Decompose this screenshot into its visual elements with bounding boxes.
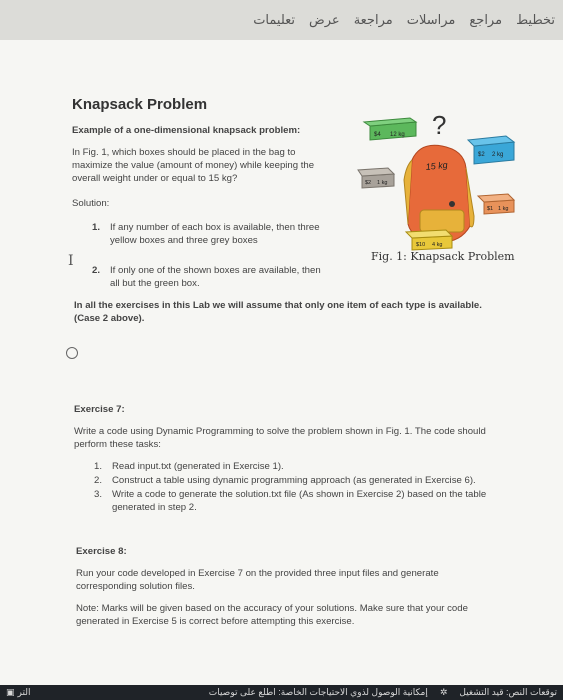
blue-box-icon [468, 136, 514, 164]
text-predictions-status[interactable]: توقعات النص: قيد التشغيل [459, 687, 557, 697]
page-title: Knapsack Problem [72, 96, 208, 113]
solution-line: all but the green box. [110, 278, 200, 289]
task-number: 3. [94, 489, 103, 500]
blue-box-weight: 2 kg [492, 152, 504, 158]
task-line: generated in step 2. [112, 502, 197, 513]
question-mark: ? [432, 110, 447, 140]
solution-line: If any number of each box is available, then three [110, 222, 320, 233]
exercise8-line: corresponding solution files. [76, 581, 195, 592]
lab-note-line: In all the exercises in this Lab we will assume that only one item of each type is available. [74, 300, 482, 311]
green-box-weight: 12 kg [390, 132, 405, 138]
green-box-value: $4 [374, 132, 381, 138]
exercise8-note-line: Note: Marks will be given based on the accuracy of your solutions. Make sure that your code [76, 603, 468, 614]
tab-view[interactable]: عرض [309, 12, 340, 27]
exercise7-intro-line: Write a code using Dynamic Programming to solve the problem shown in Fig. 1. The code should [74, 426, 486, 437]
exercise7-heading: Exercise 7: [74, 404, 125, 415]
yellow-box-weight: 4 kg [432, 242, 443, 248]
example-heading: Example of a one-dimensional knapsack problem: [72, 125, 301, 136]
task-line: Write a code to generate the solution.txt file (As shown in Exercise 2) based on the table [112, 489, 487, 500]
solution-line: yellow boxes and three grey boxes [110, 235, 258, 246]
exercise7-intro-line: perform these tasks: [74, 439, 161, 450]
grey-box-value: $2 [365, 180, 372, 186]
figure-caption: Fig. 1: Knapsack Problem [371, 250, 515, 263]
word-count-icon: ▣ [6, 687, 15, 697]
yellow-box-value: $10 [416, 242, 426, 248]
status-left[interactable] [6, 687, 30, 698]
intro-line: In Fig. 1, which boxes should be placed in the bag to [72, 147, 296, 158]
blue-box-value: $2 [478, 152, 485, 158]
accessibility-icon: ✲ [439, 687, 448, 697]
status-left-label: التر [17, 687, 31, 697]
document-page[interactable] [0, 40, 563, 685]
tab-layout[interactable]: تخطيط [516, 12, 555, 27]
exercise8-note-line: generated in Exercise 5 is correct before attempting this exercise. [76, 616, 355, 627]
tab-references[interactable]: مراجع [469, 12, 503, 27]
task-number: 1. [94, 461, 103, 472]
intro-line: maximize the value (amount of money) while keeping the [72, 160, 315, 171]
exercise8-heading: Exercise 8: [76, 546, 127, 557]
tab-review[interactable]: مراجعة [353, 12, 393, 27]
solution-number: 2. [92, 265, 101, 276]
exercise8-line: Run your code developed in Exercise 7 on the provided three input files and generate [76, 568, 439, 579]
green-box-icon [364, 118, 416, 140]
task-line: Construct a table using dynamic programming approach (as generated in Exercise 6). [112, 475, 476, 486]
tab-help[interactable]: تعليمات [253, 12, 296, 27]
grey-box-weight: 1 kg [377, 180, 388, 186]
knapsack-figure [350, 106, 520, 266]
yellow-box-icon [406, 230, 452, 250]
status-bar [0, 685, 563, 700]
solution-label: Solution: [72, 198, 110, 209]
grey-box-icon [358, 168, 394, 188]
solution-number: 1. [92, 222, 101, 233]
orange-box-icon [478, 194, 514, 214]
orange-box-weight: 1 kg [498, 206, 509, 212]
circle-marker-icon[interactable] [66, 347, 78, 359]
ribbon-bar [0, 0, 563, 41]
ribbon-tabs [253, 12, 555, 28]
backpack-icon [404, 145, 474, 242]
orange-box-value: $1 [487, 206, 494, 212]
solution-line: If only one of the shown boxes are available, then [110, 265, 321, 276]
text-cursor-icon: I [68, 253, 74, 269]
status-right [209, 687, 557, 698]
task-number: 2. [94, 475, 103, 486]
intro-line: overall weight under or equal to 15 kg? [72, 173, 238, 184]
knapsack-illustration [350, 106, 520, 266]
bag-capacity-label: 15 kg [425, 159, 449, 172]
lab-note-line: (Case 2 above). [74, 313, 145, 324]
tab-mailings[interactable]: مراسلات [406, 12, 456, 27]
accessibility-status[interactable]: إمكانية الوصول لذوي الاحتياجات الخاصة: اطلع على توصيات [208, 687, 428, 697]
task-line: Read input.txt (generated in Exercise 1). [112, 461, 284, 472]
